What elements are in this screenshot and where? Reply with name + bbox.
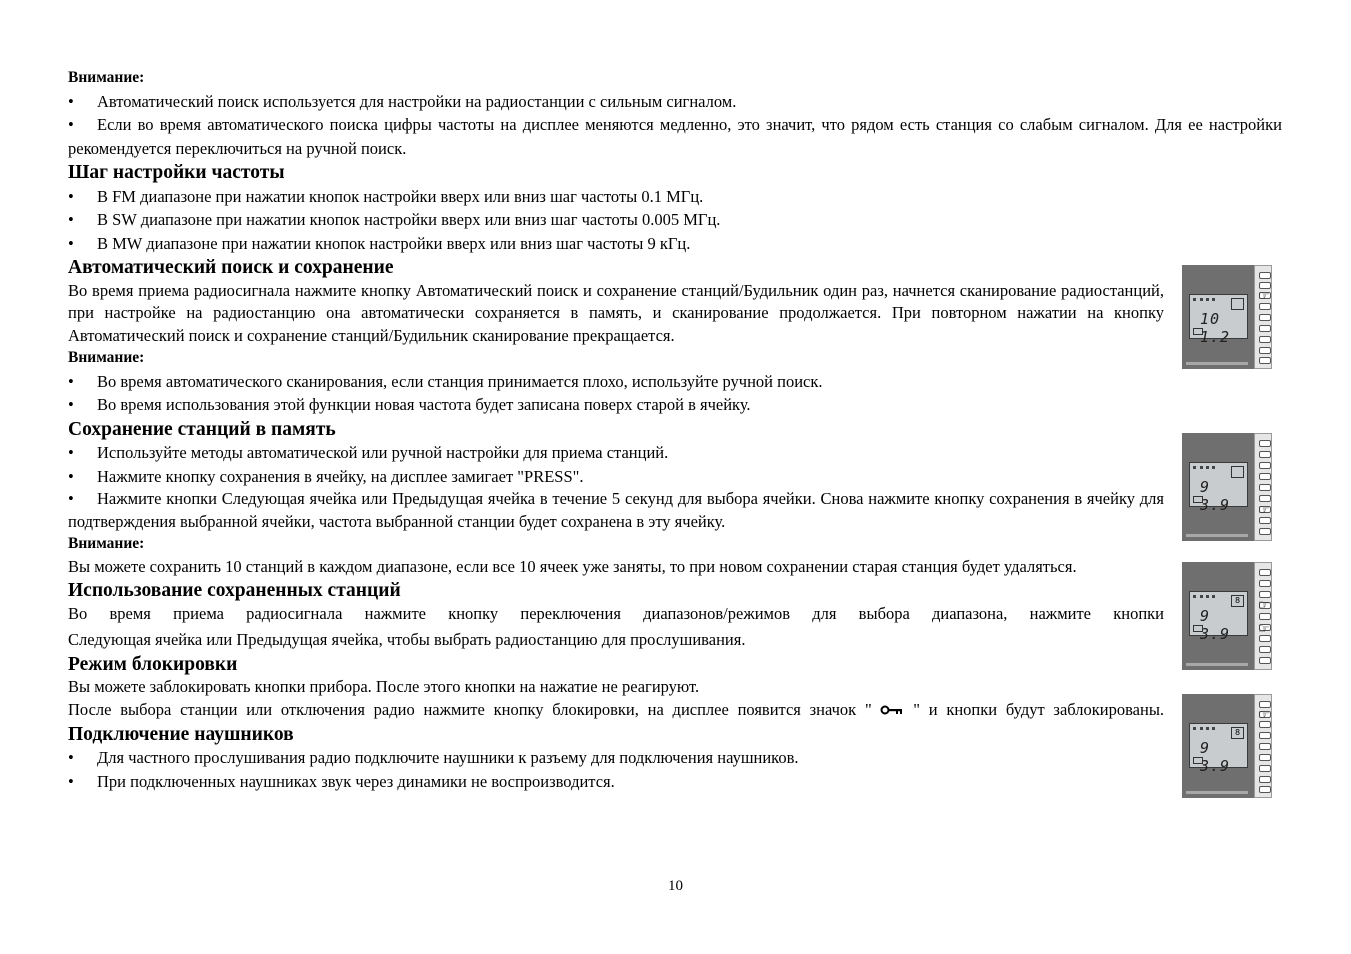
radio-button-panel <box>1254 562 1272 670</box>
radio-button-panel <box>1254 433 1272 541</box>
memory-cell-indicator: 8 <box>1231 727 1244 739</box>
radio-display <box>1189 462 1248 514</box>
paragraph: Следующая ячейка или Предыдущая ячейка, чтобы выбрать радиостанцию для прослушивания. <box>68 630 746 649</box>
note-heading: Внимание: <box>68 69 145 86</box>
paragraph <box>68 699 1164 722</box>
bullet-item: • В SW диапазоне при нажатии кнопок настройки вверх или вниз шаг частоты 0.005 МГц. <box>68 208 1282 232</box>
pointing-hand-icon: ☞ <box>1258 598 1270 613</box>
radio-body <box>1182 265 1254 369</box>
lock-text-start: После выбора станции или отключения радио нажмите кнопку блокировки, на дисплее появится значок " <box>68 699 872 719</box>
section-title-step: Шаг настройки частоты <box>68 162 285 183</box>
bullet-item: • Для частного прослушивания радио подключите наушники к разъему для подключения наушников. <box>68 746 1282 770</box>
section-title-autoscan: Автоматический поиск и сохранение <box>68 257 394 278</box>
pointing-hand-icon: ☞ <box>1258 289 1270 304</box>
page-number: 10 <box>668 878 683 894</box>
pointing-hand-icon: ☞ <box>1258 708 1270 723</box>
bullet-item: • Если во время автоматического поиска цифры частоты на дисплее меняются медленно, это значит, что рядом есть станция со слабым сигналом. Для ее настройки рекомендуется переключиться на ручной поиск. <box>68 113 1282 160</box>
paragraph: Во время приема радиосигнала нажмите кнопку Автоматический поиск и сохранение станций/Будильник один раз, начнется сканирование радиостанций, при настройке на радиостанцию она автоматически сохраняется в память, и сканирование продолжается. При повторном нажатии на кнопку Автоматический поиск и сохранение станций/Будильник сканирование прекращается. <box>68 280 1164 345</box>
bullet-item: • В MW диапазоне при нажатии кнопок настройки вверх или вниз шаг частоты 9 кГц. <box>68 232 1282 256</box>
note-heading: Внимание: <box>68 535 145 552</box>
bullet-item: • Нажмите кнопки Следующая ячейка или Предыдущая ячейка в течение 5 секунд для выбора ячейки. Снова нажмите кнопку сохранения в ячейку для подтверждения выбранной ячейки, частота выбранной станции будет сохранена в эту ячейку. <box>68 488 1164 533</box>
radio-body <box>1182 433 1254 541</box>
bullet-item: • Нажмите кнопку сохранения в ячейку, на дисплее замигает "PRESS". <box>68 465 1282 489</box>
section-title-headphones: Подключение наушников <box>68 723 294 745</box>
radio-body <box>1182 562 1254 670</box>
bullet-item: • Используйте методы автоматической или ручной настройки для приема станций. <box>68 441 1282 465</box>
radio-figure-1 <box>1182 265 1274 369</box>
memory-cell-indicator <box>1231 466 1244 478</box>
bullet-item: • Автоматический поиск используется для настройки на радиостанции с сильным сигналом. <box>68 90 1282 114</box>
bullet-item: • Во время использования этой функции новая частота будет записана поверх старой в ячейку. <box>68 393 1282 417</box>
radio-figure-4 <box>1182 694 1274 798</box>
radio-display <box>1189 723 1248 775</box>
radio-display <box>1189 294 1248 346</box>
page-content <box>68 67 1282 793</box>
radio-display <box>1189 591 1248 643</box>
display-frequency: 9 3.9 <box>1200 739 1231 775</box>
pointing-hand-icon: ☞ <box>1258 622 1270 637</box>
key-icon <box>880 699 904 722</box>
bullet-item: • Во время автоматического сканирования, если станция принимается плохо, используйте ручной поиск. <box>68 370 1282 394</box>
radio-figure-2 <box>1182 433 1274 541</box>
display-frequency: 9 3.9 <box>1200 478 1231 514</box>
memory-cell-indicator <box>1231 298 1244 310</box>
radio-body <box>1182 694 1254 798</box>
lock-text-end: " и кнопки будут заблокированы. <box>913 699 1165 719</box>
radio-figure-3 <box>1182 562 1274 670</box>
paragraph: Вы можете заблокировать кнопки прибора. После этого кнопки на нажатие не реагируют. <box>68 677 700 696</box>
memory-cell-indicator: 8 <box>1231 595 1244 607</box>
paragraph: Вы можете сохранить 10 станций в каждом диапазоне, если все 10 ячеек уже заняты, то при новом сохранении старая станция будет удаляться. <box>68 556 1077 576</box>
section-title-use-stored: Использование сохраненных станций <box>68 580 401 601</box>
bullet-item: • В FM диапазоне при нажатии кнопок настройки вверх или вниз шаг частоты 0.1 МГц. <box>68 185 1282 209</box>
radio-button-panel <box>1254 265 1272 369</box>
paragraph: Во время приема радиосигнала нажмите кнопку переключения диапазонов/режимов для выбора диапазона, нажмите кнопки <box>68 603 1164 623</box>
section-title-memory: Сохранение станций в память <box>68 418 336 440</box>
display-frequency: 9 3.9 <box>1200 607 1231 643</box>
note-heading: Внимание: <box>68 349 145 366</box>
section-title-lock: Режим блокировки <box>68 653 238 675</box>
bullet-item: • При подключенных наушниках звук через динамики не воспроизводится. <box>68 770 1282 794</box>
pointing-hand-icon: ☞ <box>1258 503 1270 518</box>
display-frequency: 10 1.2 <box>1200 310 1231 346</box>
